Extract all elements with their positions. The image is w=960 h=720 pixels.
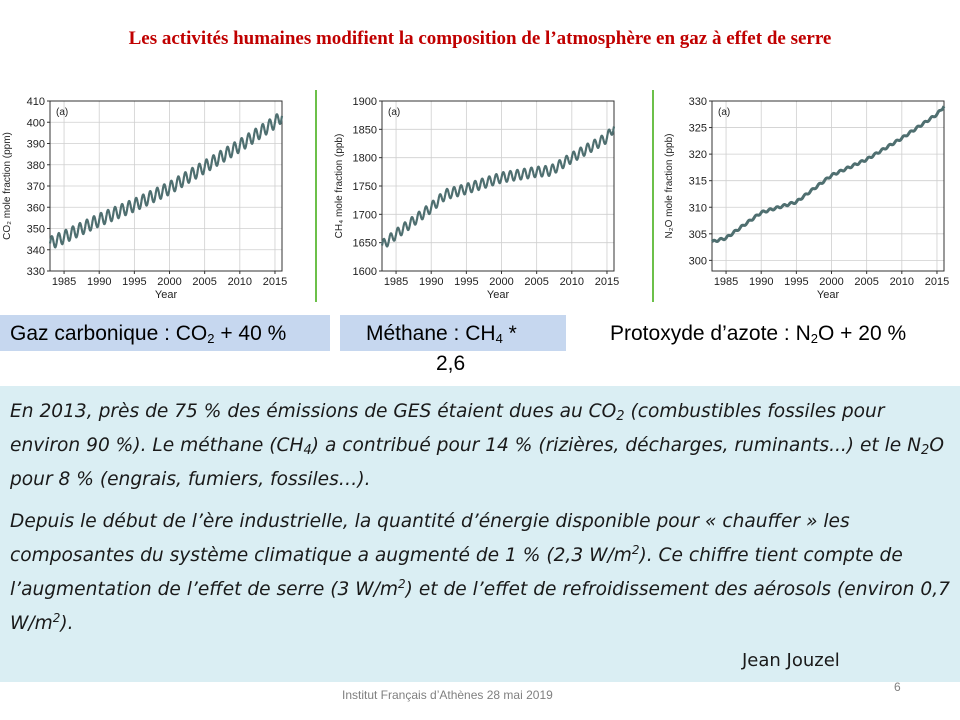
x-tick-label: 1995 — [122, 276, 147, 288]
y-tick-label: 380 — [26, 159, 45, 172]
ch4-label-text: Méthane : CH — [366, 322, 496, 345]
p1-sub-3: 2 — [921, 443, 930, 458]
x-tick-label: 1985 — [383, 276, 409, 288]
p1-text-1: En 2013, près de 75 % des émissions de GES étaient dues au CO — [10, 401, 617, 422]
p2-sup-1: 2 — [631, 543, 640, 557]
x-tick-label: 2005 — [192, 276, 217, 288]
x-tick-label: 1990 — [748, 276, 774, 288]
x-tick-label: 1985 — [51, 276, 77, 288]
paragraph-energy — [10, 505, 950, 641]
y-tick-label: 410 — [26, 96, 45, 108]
p1-text-2: (combustibles fossiles pour environ 90 %). Le méthane (CH — [10, 401, 885, 456]
y-tick-label: 1650 — [352, 237, 377, 250]
paragraph-emissions — [10, 395, 950, 497]
p2-text-4: ). — [60, 613, 74, 634]
y-tick-label: 1750 — [352, 181, 377, 193]
summary-text-box — [0, 386, 960, 682]
y-axis-label: CO₂ mole fraction (ppm) — [2, 132, 13, 240]
chart-divider-right — [652, 90, 654, 302]
x-axis-label: Year — [816, 289, 840, 301]
n2o-label-sub: 2 — [810, 331, 819, 346]
panel-label: (a) — [388, 107, 401, 118]
ch4-chart — [332, 95, 622, 305]
page-number: 6 — [894, 680, 901, 694]
x-tick-label: 1995 — [454, 276, 479, 288]
y-tick-label: 300 — [688, 255, 707, 268]
series-line — [50, 114, 282, 247]
p2-sup-2: 2 — [398, 577, 406, 591]
y-tick-label: 1600 — [352, 266, 377, 278]
x-tick-label: 2015 — [594, 276, 620, 288]
x-tick-label: 1990 — [86, 276, 112, 288]
y-tick-label: 1800 — [352, 152, 377, 165]
y-tick-label: 360 — [26, 202, 45, 215]
y-tick-label: 320 — [688, 149, 707, 162]
p2-text-1: Depuis le début de l’ère industrielle, la quantité d’énergie disponible pour « chauffer » les composantes du système climatique a augmenté de 1 % (2,3 W/m — [10, 511, 850, 566]
x-tick-label: 2000 — [157, 276, 182, 288]
n2o-label-rest: O + 20 % — [818, 322, 907, 345]
series-line — [712, 106, 944, 242]
chart-svg — [332, 95, 622, 305]
n2o-chart — [662, 95, 952, 305]
author-name: Jean Jouzel — [742, 650, 840, 671]
series-line — [382, 127, 614, 247]
x-tick-label: 2005 — [854, 276, 879, 288]
slide-title: Les activités humaines modifient la composition de l’atmosphère en gaz à effet de serre — [128, 28, 832, 49]
n2o-label-text: Protoxyde d’azote : N — [610, 322, 811, 345]
p1-sub-1: 2 — [616, 409, 625, 424]
footer-text: Institut Français d’Athènes 28 mai 2019 — [342, 688, 553, 702]
x-tick-label: 2000 — [489, 276, 514, 288]
chart-divider-left — [315, 90, 317, 302]
p2-sup-3: 2 — [52, 611, 61, 625]
y-tick-label: 315 — [688, 175, 707, 188]
ch4-label-rest: * — [502, 322, 517, 345]
ch4-label-sub: 4 — [495, 331, 503, 346]
co2-label-sub: 2 — [207, 331, 215, 346]
co2-label-rest: + 40 % — [214, 322, 287, 345]
ch4-label — [340, 315, 566, 351]
x-tick-label: 2010 — [227, 276, 253, 288]
x-tick-label: 2010 — [889, 276, 915, 288]
x-tick-label: 2015 — [262, 276, 288, 288]
y-tick-label: 350 — [26, 223, 45, 236]
plot-frame — [712, 101, 944, 271]
chart-svg — [662, 95, 952, 305]
co2-chart — [0, 95, 290, 305]
y-axis-label: N₂O mole fraction (ppb) — [664, 133, 675, 239]
co2-label — [0, 315, 330, 351]
x-tick-label: 1990 — [418, 276, 444, 288]
y-tick-label: 400 — [26, 117, 45, 130]
p2-text-2: ). Ce chiffre tient compte de l’augmentation de l’effet de serre (3 W/m — [10, 545, 903, 600]
x-axis-label: Year — [486, 289, 510, 301]
y-tick-label: 325 — [688, 122, 707, 135]
y-tick-label: 305 — [688, 228, 707, 241]
chart-svg — [0, 95, 290, 305]
x-axis-label: Year — [154, 289, 178, 301]
y-tick-label: 1900 — [352, 96, 377, 108]
y-axis-label: CH₄ mole fraction (ppb) — [334, 133, 345, 239]
p1-sub-2: 4 — [303, 443, 312, 458]
y-tick-label: 340 — [26, 244, 45, 257]
y-tick-label: 330 — [26, 266, 45, 278]
y-tick-label: 310 — [688, 202, 707, 215]
y-tick-label: 370 — [26, 181, 45, 193]
y-tick-label: 1850 — [352, 124, 377, 137]
x-tick-label: 1995 — [784, 276, 809, 288]
x-tick-label: 2000 — [819, 276, 844, 288]
p1-text-4: O pour 8 % (engrais, fumiers, fossiles…). — [10, 435, 944, 490]
x-tick-label: 1985 — [713, 276, 739, 288]
y-tick-label: 1700 — [352, 209, 377, 222]
y-tick-label: 330 — [688, 96, 707, 108]
ch4-label-factor: 2,6 — [436, 352, 466, 375]
p2-text-3: ) et de l’effet de refroidissement des aérosols (environ 0,7 W/m — [10, 579, 950, 634]
x-tick-label: 2010 — [559, 276, 585, 288]
x-tick-label: 2015 — [924, 276, 950, 288]
y-tick-label: 390 — [26, 138, 45, 151]
p1-text-3: ) a contribué pour 14 % (rizières, décharges, ruminants...) et le N — [311, 435, 922, 456]
panel-label: (a) — [718, 107, 731, 118]
co2-label-text: Gaz carbonique : CO — [10, 322, 208, 345]
x-tick-label: 2005 — [524, 276, 549, 288]
n2o-label — [607, 315, 960, 351]
panel-label: (a) — [56, 107, 69, 118]
